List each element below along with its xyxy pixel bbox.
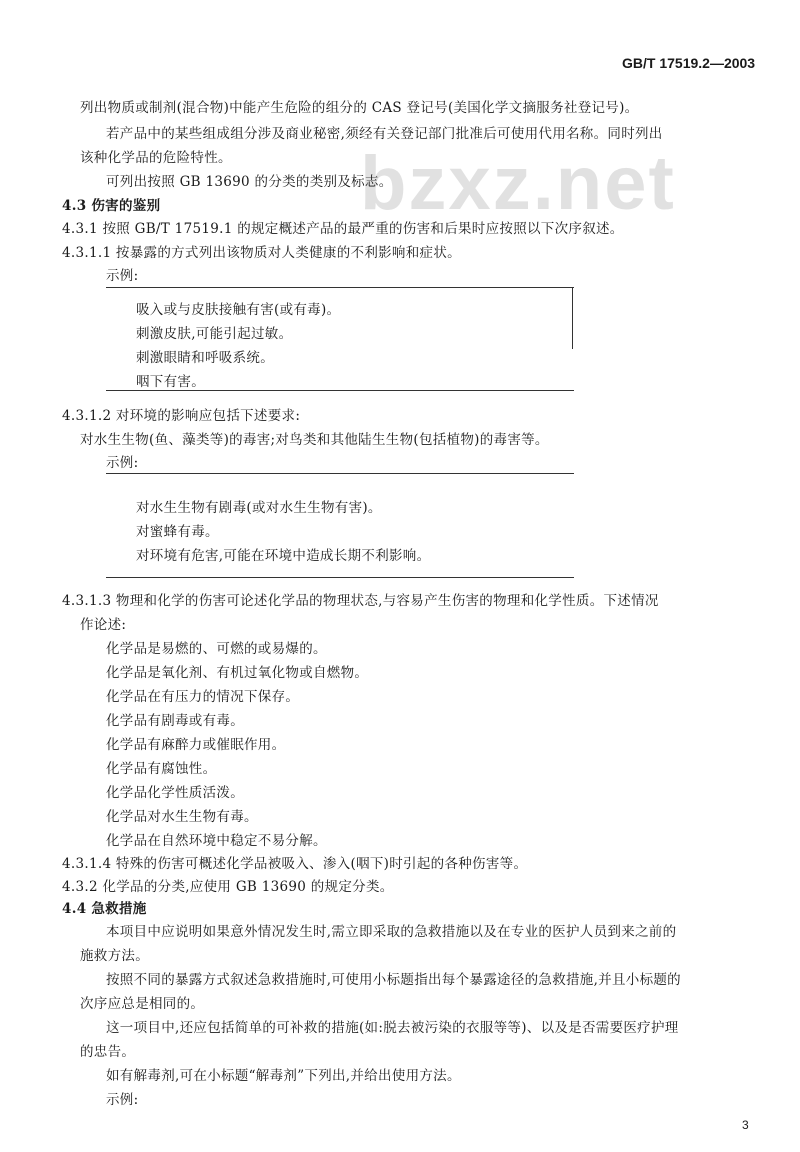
text-line: 列出物质或制剂(混合物)中能产生危险的组分的 CAS 登记号(美国化学文摘服务社登记号)。 — [80, 100, 639, 116]
text-line: 的忠告。 — [80, 1044, 136, 1060]
example-item: 咽下有害。 — [136, 374, 205, 390]
text-line: 该种化学品的危险特性。 — [80, 150, 232, 166]
list-item: 化学品在有压力的情况下保存。 — [106, 689, 300, 705]
section-heading: 4.4 急救措施 — [62, 901, 147, 917]
text-line: 本项目中应说明如果意外情况发生时,需立即采取的急救措施以及在专业的医护人员到来之前的 — [106, 924, 677, 940]
list-item: 化学品化学性质活泼。 — [106, 785, 244, 801]
list-item: 化学品是易燃的、可燃的或易爆的。 — [106, 641, 327, 657]
list-item: 化学品对水生生物有毒。 — [106, 809, 258, 825]
example-box-side-rule — [572, 287, 573, 349]
clause-line: 4.3.2 化学品的分类,应使用 GB 13690 的规定分类。 — [62, 879, 394, 895]
example-item: 对蜜蜂有毒。 — [136, 524, 219, 540]
clause-line: 4.3.1.2 对环境的影响应包括下述要求: — [62, 408, 301, 424]
example-item: 吸入或与皮肤接触有害(或有毒)。 — [136, 302, 341, 318]
text-line: 按照不同的暴露方式叙述急救措施时,可使用小标题指出每个暴露途径的急救措施,并且小标题的 — [106, 972, 681, 988]
standard-number: GB/T 17519.2—2003 — [622, 55, 756, 71]
text-line: 如有解毒剂,可在小标题“解毒剂”下列出,并给出使用方法。 — [106, 1068, 461, 1084]
list-item: 化学品有腐蚀性。 — [106, 761, 217, 777]
clause-line: 4.3.1.4 特殊的伤害可概述化学品被吸入、渗入(咽下)时引起的各种伤害等。 — [62, 856, 528, 872]
example-item: 刺激皮肤,可能引起过敏。 — [136, 326, 293, 342]
example-box-top-rule — [106, 287, 574, 288]
example-box-bottom-rule — [106, 390, 574, 391]
text-line: 施救方法。 — [80, 948, 149, 964]
text-line: 次序应总是相同的。 — [80, 996, 205, 1012]
example-label: 示例: — [106, 455, 139, 471]
example-box-bottom-rule — [106, 577, 574, 578]
text-line: 若产品中的某些组成组分涉及商业秘密,须经有关登记部门批准后可使用代用名称。同时列出 — [106, 126, 663, 142]
section-heading: 4.3 伤害的鉴别 — [62, 198, 161, 214]
clause-line: 4.3.1.1 按暴露的方式列出该物质对人类健康的不利影响和症状。 — [62, 245, 461, 261]
text-line: 对水生生物(鱼、藻类等)的毒害;对鸟类和其他陆生生物(包括植物)的毒害等。 — [80, 432, 549, 448]
list-item: 化学品是氧化剂、有机过氧化物或自燃物。 — [106, 665, 369, 681]
page-number: 3 — [742, 1118, 749, 1132]
example-item: 对水生生物有剧毒(或对水生生物有害)。 — [136, 500, 382, 516]
clause-line: 4.3.1.3 物理和化学的伤害可论述化学品的物理状态,与容易产生伤害的物理和化学性质。下述情况 — [62, 593, 659, 609]
example-label: 示例: — [106, 268, 139, 284]
text-line: 这一项目中,还应包括简单的可补救的措施(如:脱去被污染的衣服等等)、以及是否需要医疗护理 — [106, 1020, 679, 1036]
text-line: 作论述: — [80, 617, 127, 633]
list-item: 化学品在自然环境中稳定不易分解。 — [106, 833, 327, 849]
example-item: 刺激眼睛和呼吸系统。 — [136, 350, 274, 366]
example-box-top-rule — [106, 473, 574, 474]
clause-line: 4.3.1 按照 GB/T 17519.1 的规定概述产品的最严重的伤害和后果时应按照以下次序叙述。 — [62, 221, 624, 237]
example-item: 对环境有危害,可能在环境中造成长期不利影响。 — [136, 548, 431, 564]
list-item: 化学品有麻醉力或催眠作用。 — [106, 737, 286, 753]
watermark: bzxz.net — [360, 141, 676, 226]
list-item: 化学品有剧毒或有毒。 — [106, 713, 244, 729]
example-label: 示例: — [106, 1092, 139, 1108]
text-line: 可列出按照 GB 13690 的分类的类别及标志。 — [106, 174, 393, 190]
